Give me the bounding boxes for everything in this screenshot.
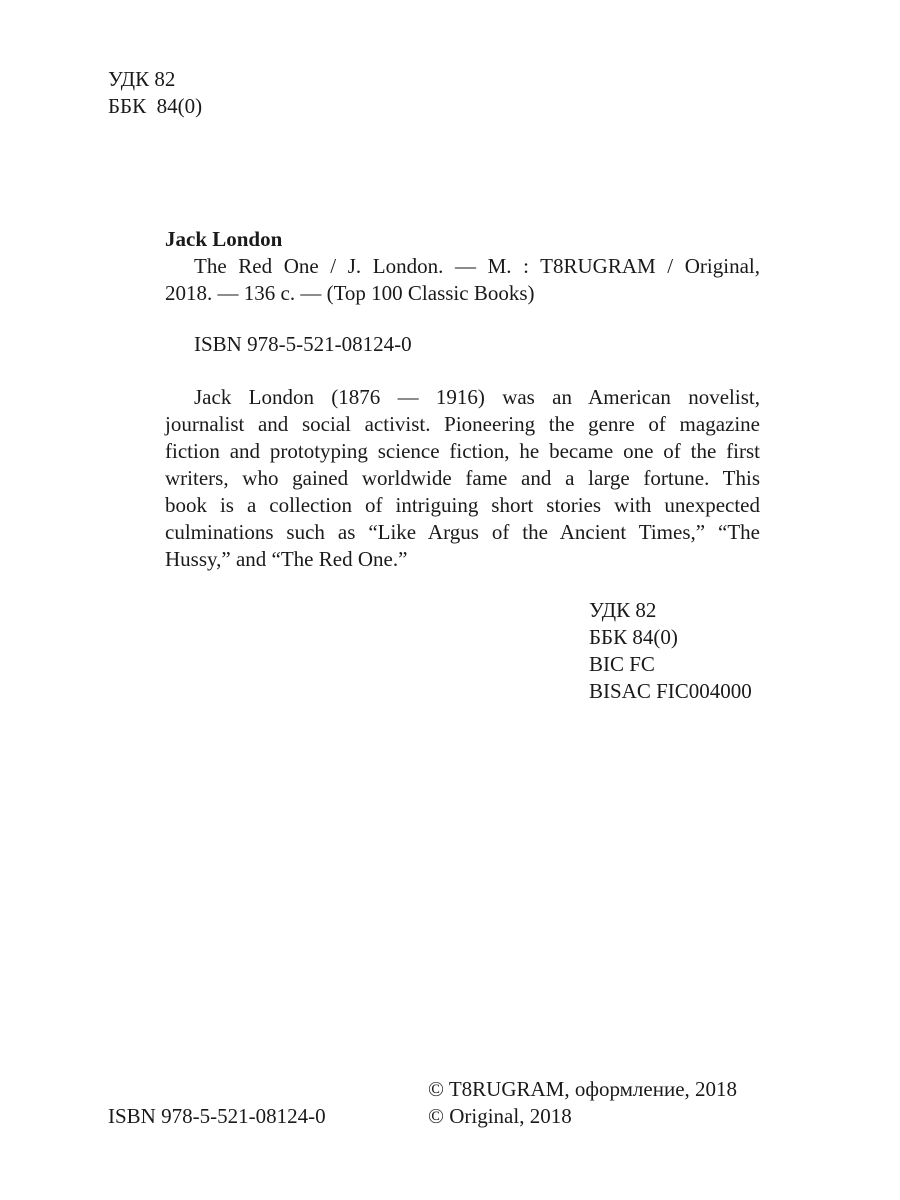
title-line-1: The Red One / J. London. — M. : T8RUGRAM / Original, — [194, 254, 760, 278]
abstract-line: writers, who gained worldwide fame and a large fortune. This — [165, 466, 760, 490]
abstract-line: fiction and prototyping science fiction, he became one of the first — [165, 439, 760, 463]
abstract-paragraph — [165, 384, 760, 573]
abstract-line: Hussy,” and “The Red One.” — [165, 547, 408, 571]
copyright-line-1: © T8RUGRAM, оформление, 2018 — [428, 1077, 738, 1101]
abstract-line: journalist and social activist. Pioneering the genre of magazine — [165, 412, 760, 436]
classification-codes — [589, 597, 752, 705]
top-classification-codes — [108, 66, 202, 120]
author-name: Jack London — [165, 227, 283, 251]
isbn-number: ISBN 978-5-521-08124-0 — [108, 1104, 326, 1128]
title-line-2: 2018. — 136 c. — (Top 100 Classic Books) — [165, 281, 535, 305]
record-isbn: ISBN 978-5-521-08124-0 — [194, 332, 412, 356]
abstract-line: culminations such as “Like Argus of the Ancient Times,” “The — [165, 520, 760, 544]
abstract-line: Jack London (1876 — 1916) was an American novelist, — [194, 385, 760, 409]
copyright-notice — [428, 1076, 737, 1130]
bbk-code: ББК 84(0) — [108, 94, 203, 118]
copyright-line-2: © Original, 2018 — [428, 1104, 572, 1128]
udk-code: УДК 82 — [108, 67, 176, 91]
bisac-code: BISAC FIC004000 — [589, 679, 752, 703]
udk-code: УДК 82 — [589, 598, 657, 622]
footer-isbn — [108, 1103, 326, 1130]
bibliographic-record — [165, 226, 760, 358]
bbk-code: ББК 84(0) — [589, 625, 678, 649]
bic-code: BIC FC — [589, 652, 655, 676]
abstract-line: book is a collection of intriguing short stories with unexpected — [165, 493, 760, 517]
